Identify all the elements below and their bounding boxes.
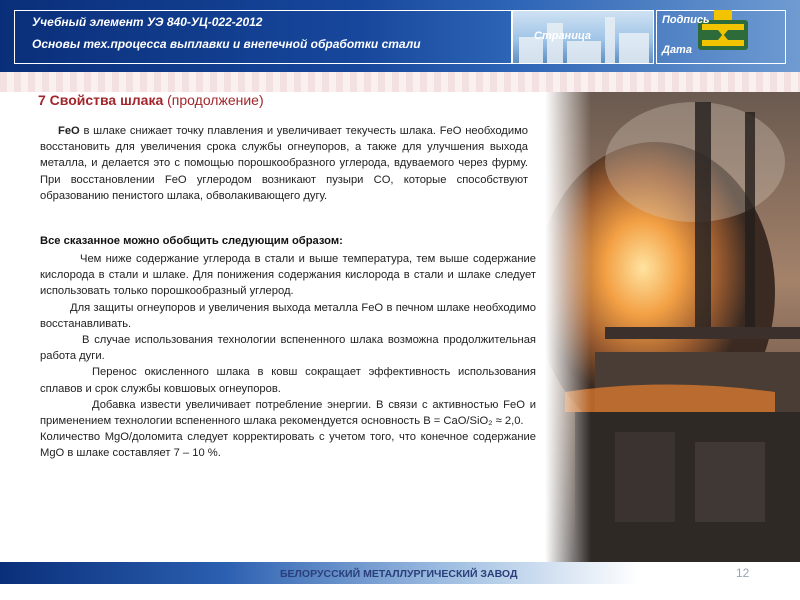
company-name: БЕЛОРУССКИЙ МЕТАЛЛУРГИЧЕСКИЙ ЗАВОД <box>280 568 518 580</box>
summary-item-text: Для защиты огнеупоров и увеличения выхода металла FeO в печном шлаке необходимо восстанавливать. <box>40 301 536 330</box>
intro-text: в шлаке снижает точку плавления и увеличивает текучесть шлака. FeO необходимо восстановить для увеличения срока службы огнеупоров, а также для улучшения выхода металла, и делается это с помощью порошкообразного углерода, вдуваемого через фурму. При восстановлении FeO углеродом возникают пузыри CO, которые способствуют образованию пенистого шлака, обволакивающего дугу. <box>40 125 528 202</box>
slide-title-note: (продолжение) <box>167 92 264 108</box>
sign-label: Подпись <box>662 14 710 26</box>
summary-item-text: Добавка извести увеличивает потребление энергии. В связи с активностью FeO и применением технологии вспененного шлака рекомендуется основность В = CaO/SiO₂ ≈ 2,0. <box>40 398 536 428</box>
summary-heading: Все сказанное можно обобщить следующим образом: <box>40 235 343 247</box>
element-code: Учебный элемент УЭ 840-УЦ-022-2012 <box>32 15 263 29</box>
intro-paragraph <box>40 123 528 204</box>
page-label: Страница <box>534 30 592 42</box>
intro-lead: FeO <box>58 125 80 137</box>
subject-title: Основы тех.процесса выплавки и внепечной обработки стали <box>32 37 421 51</box>
summary-block <box>40 251 536 462</box>
page-number: 12 <box>736 566 750 580</box>
steelmaking-furnace-photo <box>545 92 800 562</box>
summary-item <box>40 300 536 332</box>
summary-item <box>40 251 536 300</box>
summary-item <box>40 364 536 396</box>
date-label: Дата <box>662 44 692 56</box>
summary-item <box>40 332 536 364</box>
slide-title <box>38 92 264 108</box>
slide-title-main: 7 Свойства шлака <box>38 92 164 108</box>
summary-item-text: Перенос окисленного шлака в ковш сокращает эффективность использования сплавов и срок службы ковшовых огнеупоров. <box>40 366 536 395</box>
summary-item-text: Количество MgO/доломита следует корректировать с учетом того, что конечное содержание MgO в шлаке составляет 7 – 10 %. <box>40 431 536 460</box>
summary-item <box>40 429 536 461</box>
summary-item-text: В случае использования технологии вспененного шлака возможна продолжительная работа дуги. <box>40 334 536 363</box>
summary-item-text: Чем ниже содержание углерода в стали и выше температура, тем выше содержание кислорода в стали и шлаке. Для понижения содержания кислорода в стали и шлаке следует использовать только порошкообразный углерод. <box>40 253 536 298</box>
summary-item <box>40 397 536 429</box>
ornament-strip <box>0 72 800 92</box>
